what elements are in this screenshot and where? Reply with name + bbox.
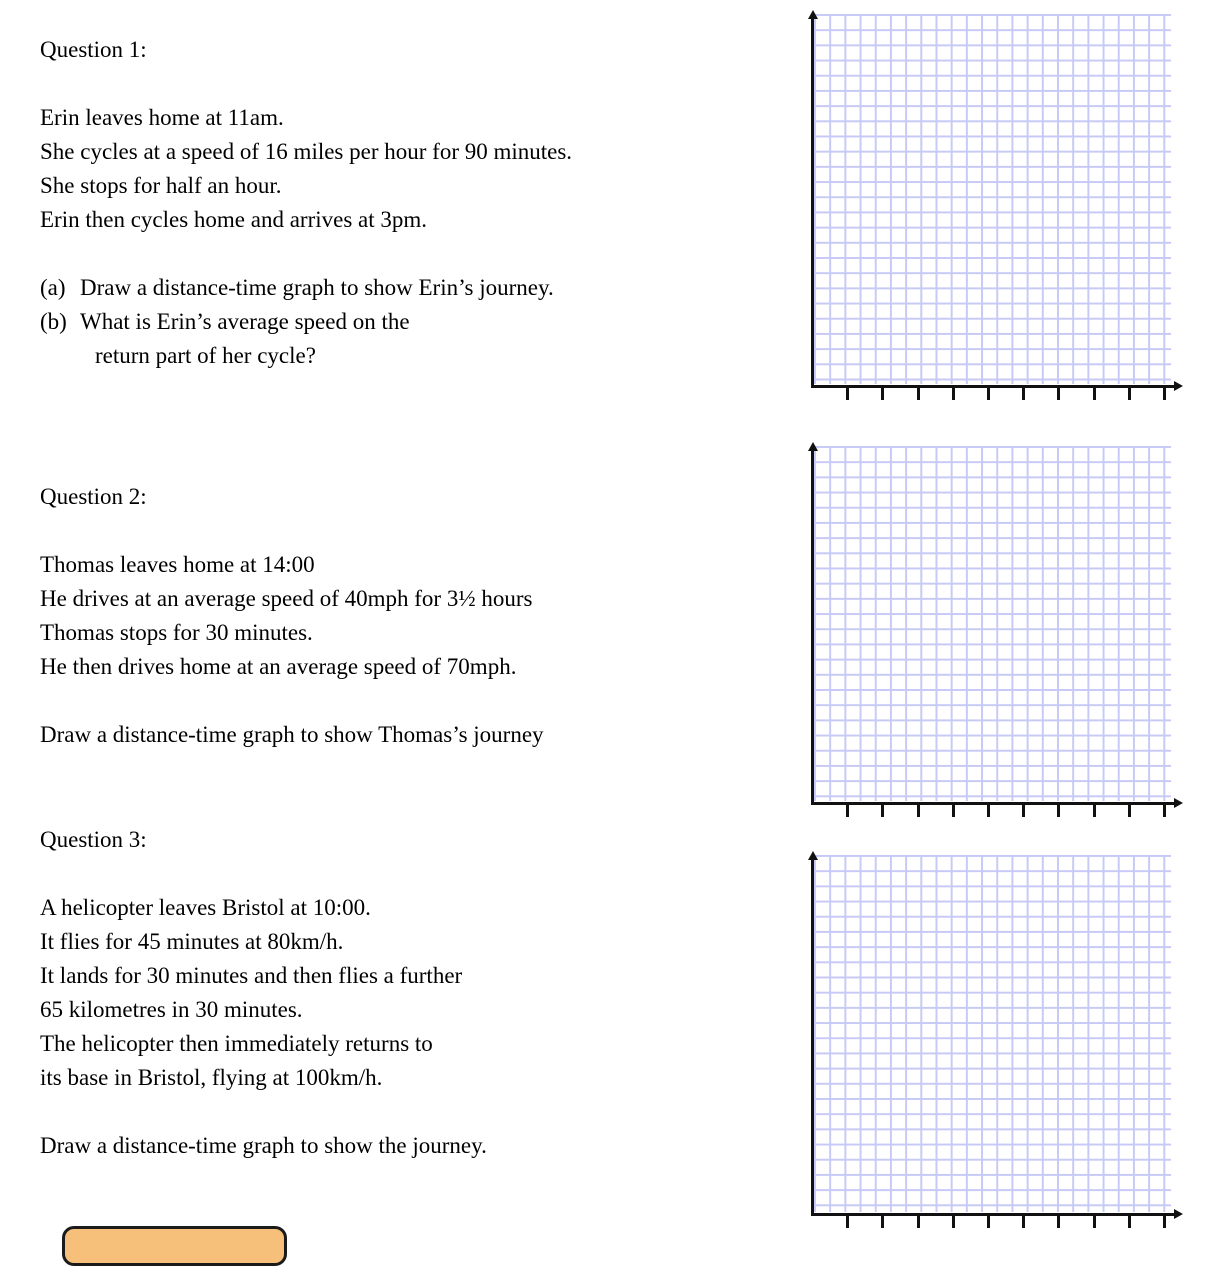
question-1-heading: Question 1: [40,37,147,62]
graph-question-1-x-tick [987,388,990,400]
graph-question-3-x-tick [881,1216,884,1228]
question-2-heading: Question 2: [40,484,147,509]
graph-question-1-x-axis-arrow-icon [1174,381,1183,391]
graph-question-3-y-axis [811,859,814,1216]
graph-question-3-x-axis [811,1213,1174,1216]
question-3-instruction: Draw a distance-time graph to show the journey. [40,1133,487,1158]
question-3-line-1: A helicopter leaves Bristol at 10:00. [40,895,371,920]
graph-question-3[interactable] [811,853,1191,1225]
question-2-line-3: Thomas stops for 30 minutes. [40,620,313,645]
graph-question-3-x-tick [1093,1216,1096,1228]
graph-question-2-x-tick [1057,805,1060,817]
graph-question-1-x-tick [846,388,849,400]
graph-question-2-x-tick [881,805,884,817]
graph-question-2-grid[interactable] [814,446,1171,801]
graph-question-3-x-tick [952,1216,955,1228]
graph-question-1-x-tick [952,388,955,400]
question-3-line-5: The helicopter then immediately returns to [40,1031,433,1056]
graph-question-2-x-tick [1093,805,1096,817]
graph-question-1-x-tick [1163,388,1166,400]
graph-question-1[interactable] [811,12,1191,397]
graph-question-1-y-axis-arrow-icon [808,10,818,19]
graph-question-1-y-axis [811,18,814,388]
question-1-line-3: She stops for half an hour. [40,173,282,198]
graph-question-3-y-axis-arrow-icon [808,851,818,860]
spacer [40,514,544,548]
question-3-heading: Question 3: [40,827,147,852]
question-1-subpart-a-text: Draw a distance-time graph to show Erin’s journey. [80,275,554,300]
graph-question-2-x-axis-arrow-icon [1174,798,1183,808]
question-1-subpart-a-label: (a) [40,275,66,300]
graph-question-3-x-tick [1128,1216,1131,1228]
graph-question-1-x-tick [1128,388,1131,400]
question-2-line-2: He drives at an average speed of 40mph for 3½ hours [40,586,533,611]
question-3-line-2: It flies for 45 minutes at 80km/h. [40,929,344,954]
graph-question-3-x-tick [1057,1216,1060,1228]
graph-question-1-x-tick [917,388,920,400]
question-3-line-3: It lands for 30 minutes and then flies a further [40,963,463,988]
graph-question-2-y-axis [811,450,814,805]
question-1-subpart-b-text: What is Erin’s average speed on the [80,309,410,334]
question-1-line-2: She cycles at a speed of 16 miles per hour for 90 minutes. [40,139,573,164]
question-2-line-1: Thomas leaves home at 14:00 [40,552,315,577]
graph-question-2-y-axis-arrow-icon [808,442,818,451]
graph-question-3-x-tick [917,1216,920,1228]
question-1-line-4: Erin then cycles home and arrives at 3pm. [40,207,428,232]
question-3-line-4: 65 kilometres in 30 minutes. [40,997,303,1022]
graph-question-3-x-tick [1022,1216,1025,1228]
spacer [40,684,544,718]
graph-question-3-x-tick [1163,1216,1166,1228]
question-2-block [40,480,544,752]
graph-question-1-x-axis [811,385,1174,388]
graph-question-3-x-axis-arrow-icon [1174,1209,1183,1219]
graph-question-2-x-tick [1128,805,1131,817]
question-3-block [40,823,487,1163]
footer-answer-box[interactable] [62,1226,287,1266]
graph-question-2-x-tick [846,805,849,817]
graph-question-1-x-tick [881,388,884,400]
graph-question-2-x-tick [1163,805,1166,817]
spacer [40,857,487,891]
graph-question-1-x-tick [1093,388,1096,400]
graph-question-3-grid[interactable] [814,855,1171,1212]
graph-question-1-grid[interactable] [814,14,1171,384]
spacer [40,237,572,271]
graph-question-3-x-tick [987,1216,990,1228]
graph-question-2-x-tick [917,805,920,817]
graph-question-2[interactable] [811,444,1191,816]
question-1-subpart-b-continuation: return part of her cycle? [95,343,316,368]
question-1-subpart-a [40,271,572,305]
question-2-instruction: Draw a distance-time graph to show Thomas’s journey [40,722,544,747]
question-1-line-1: Erin leaves home at 11am. [40,105,284,130]
graph-question-1-x-tick [1022,388,1025,400]
question-3-line-6: its base in Bristol, flying at 100km/h. [40,1065,383,1090]
graph-question-2-x-tick [987,805,990,817]
question-2-line-4: He then drives home at an average speed of 70mph. [40,654,517,679]
question-1-subpart-b [40,305,572,339]
question-1-subpart-b-label: (b) [40,309,67,334]
graph-question-1-x-tick [1057,388,1060,400]
question-1-block [40,33,572,373]
spacer [40,1095,487,1129]
graph-question-2-x-tick [1022,805,1025,817]
graph-question-3-x-tick [846,1216,849,1228]
graph-question-2-x-axis [811,802,1174,805]
graph-question-2-x-tick [952,805,955,817]
spacer [40,67,572,101]
